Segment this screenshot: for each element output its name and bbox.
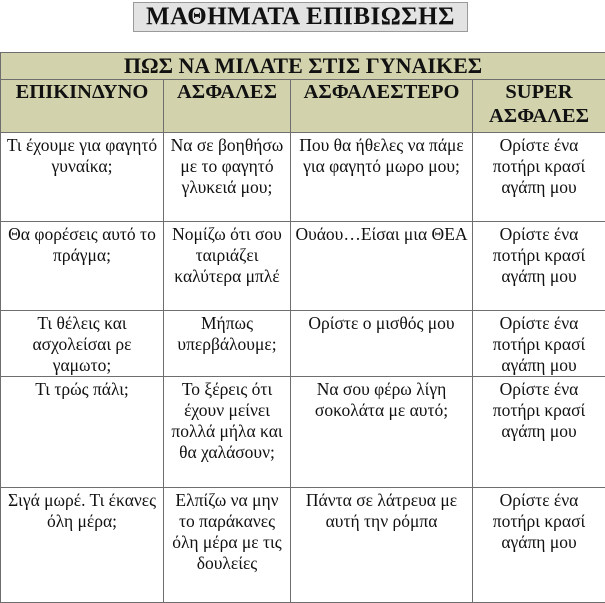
table-cell: Τι θέλεις και ασχολείσαι ρε γαμωτο; <box>1 311 164 377</box>
column-header-safer: ΑΣΦΑΛΕΣΤΕΡΟ <box>291 80 473 133</box>
table-row <box>1 222 605 311</box>
column-header-safe: ΑΣΦΑΛΕΣ <box>164 80 291 133</box>
table-header-row <box>1 80 605 133</box>
table-cell: Ορίστε ένα ποτήρι κρασί αγάπη μου <box>473 133 605 222</box>
table-cell: Πάντα σε λάτρευα με αυτή την ρόμπα <box>291 488 473 603</box>
column-header-dangerous: ΕΠΙΚΙΝΔΥΝΟ <box>1 80 164 133</box>
table-cell: Τι έχουμε για φαγητό γυναίκα; <box>1 133 164 222</box>
table-cell: Θα φορέσεις αυτό το πράγμα; <box>1 222 164 311</box>
column-header-super-safe: SUPER ΑΣΦΑΛΕΣ <box>473 80 605 133</box>
table-cell: Ορίστε ένα ποτήρι κρασί αγάπη μου <box>473 222 605 311</box>
table-subtitle: ΠΩΣ ΝΑ ΜΙΛΑΤΕ ΣΤΙΣ ΓΥΝΑΙΚΕΣ <box>1 53 605 80</box>
table-row <box>1 377 605 488</box>
table-cell: Ορίστε ένα ποτήρι κρασί αγάπη μου <box>473 311 605 377</box>
table-cell: Νομίζω ότι σου ταιριάζει καλύτερα μπλέ <box>164 222 291 311</box>
table-cell: Σιγά μωρέ. Τι έκανες όλη μέρα; <box>1 488 164 603</box>
table-subtitle-row <box>1 53 605 80</box>
table-cell: Να σε βοηθήσω με το φαγητό γλυκειά μου; <box>164 133 291 222</box>
table-cell: Ορίστε ο μισθός μου <box>291 311 473 377</box>
page-title: ΜΑΘΗΜΑΤΑ ΕΠΙΒΙΩΣΗΣ <box>133 2 468 32</box>
table-cell: Ορίστε ένα ποτήρι κρασί αγάπη μου <box>473 377 605 488</box>
table-cell: Που θα ήθελες να πάμε για φαγητό μωρο μου; <box>291 133 473 222</box>
advice-table <box>0 52 605 603</box>
table-cell: Ελπίζω να μην το παράκανες όλη μέρα με τις δουλείες <box>164 488 291 603</box>
table-cell: Να σου φέρω λίγη σοκολάτα με αυτό; <box>291 377 473 488</box>
table-cell: Ορίστε ένα ποτήρι κρασί αγάπη μου <box>473 488 605 603</box>
table-row <box>1 311 605 377</box>
table-cell: Τι τρώς πάλι; <box>1 377 164 488</box>
table-cell: Μήπως υπερβάλουμε; <box>164 311 291 377</box>
table-row <box>1 133 605 222</box>
table-row <box>1 488 605 603</box>
table-cell: Το ξέρεις ότι έχουν μείνει πολλά μήλα και θα χαλάσουν; <box>164 377 291 488</box>
table-cell: Ουάου…Είσαι μια ΘΕΑ <box>291 222 473 311</box>
